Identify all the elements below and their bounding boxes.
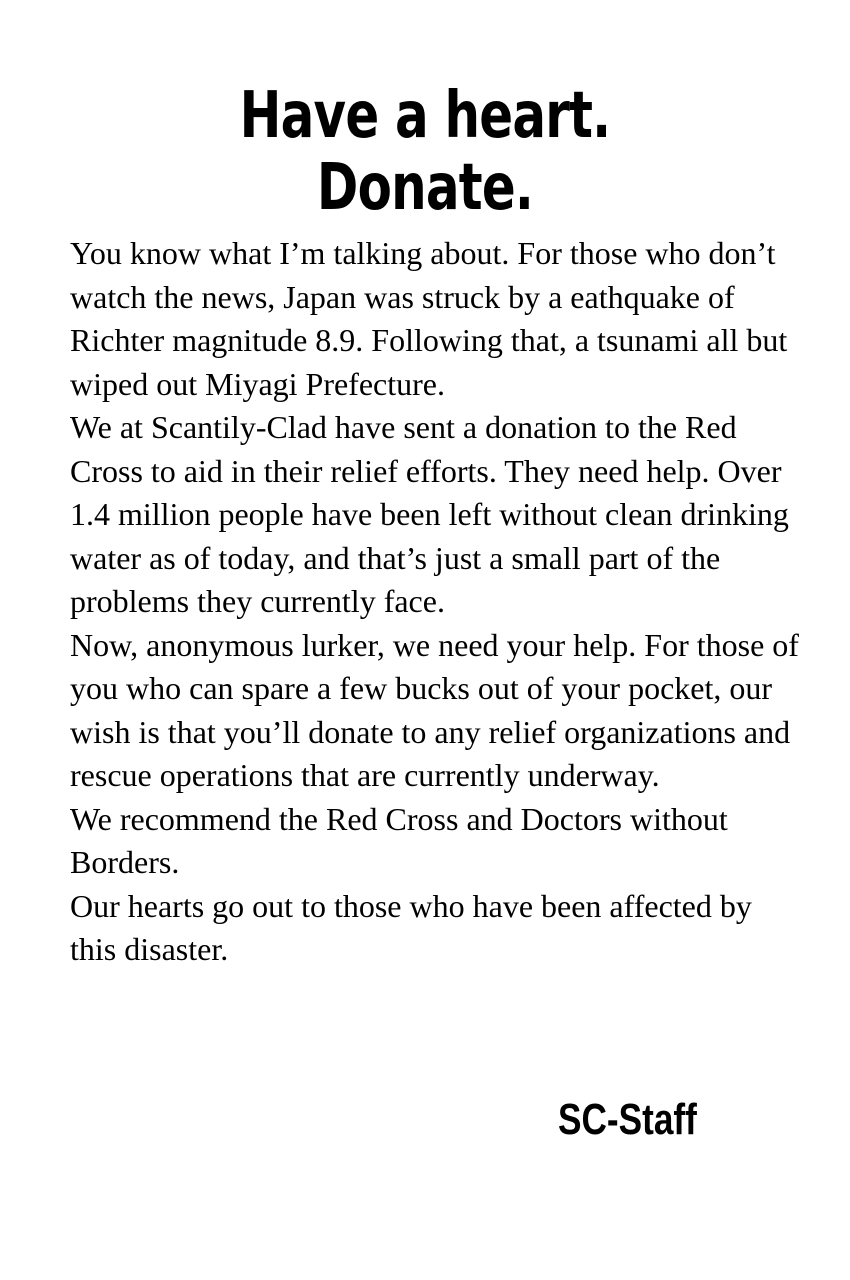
body-line: Now, anonymous lurker, we need your help. For those of (70, 626, 799, 663)
body-line: wiped out Miyagi Prefecture. (70, 365, 445, 402)
body-line: watch the news, Japan was struck by a eathquake of (70, 278, 735, 315)
body-line: 1.4 million people have been left without clean drinking (70, 496, 789, 532)
body-line: We at Scantily-Clad have sent a donation to the Red (70, 409, 737, 445)
body-line: problems they currently face. (70, 583, 445, 619)
body-line: Borders. (70, 844, 180, 880)
paragraph-4 (70, 798, 840, 885)
signature: SC-Staff (558, 1095, 697, 1144)
body-text (70, 232, 840, 972)
body-line: Our hearts go out to those who have been affected by (70, 887, 752, 924)
body-line: rescue operations that are currently underway. (70, 757, 660, 793)
page-title-line-1: Have a heart. (239, 79, 611, 153)
paragraph-5 (70, 885, 840, 972)
body-line: water as of today, and that’s just a small part of the (70, 539, 721, 576)
paragraph-2 (70, 406, 840, 624)
body-line: this disaster. (70, 931, 229, 967)
body-line: wish is that you’ll donate to any relief organizations and (70, 713, 791, 750)
body-line: Cross to aid in their relief efforts. They need help. Over (70, 452, 782, 489)
body-line: We recommend the Red Cross and Doctors without (70, 800, 728, 837)
body-line: You know what I’m talking about. For those who don’t (70, 235, 776, 271)
body-line: Richter magnitude 8.9. Following that, a tsunami all but (70, 322, 788, 358)
page-title (94, 80, 757, 224)
body-line: you who can spare a few bucks out of your pocket, our (70, 670, 773, 706)
paragraph-1 (70, 232, 840, 406)
page-title-line-2: Donate. (316, 151, 534, 225)
paragraph-3 (70, 624, 840, 798)
